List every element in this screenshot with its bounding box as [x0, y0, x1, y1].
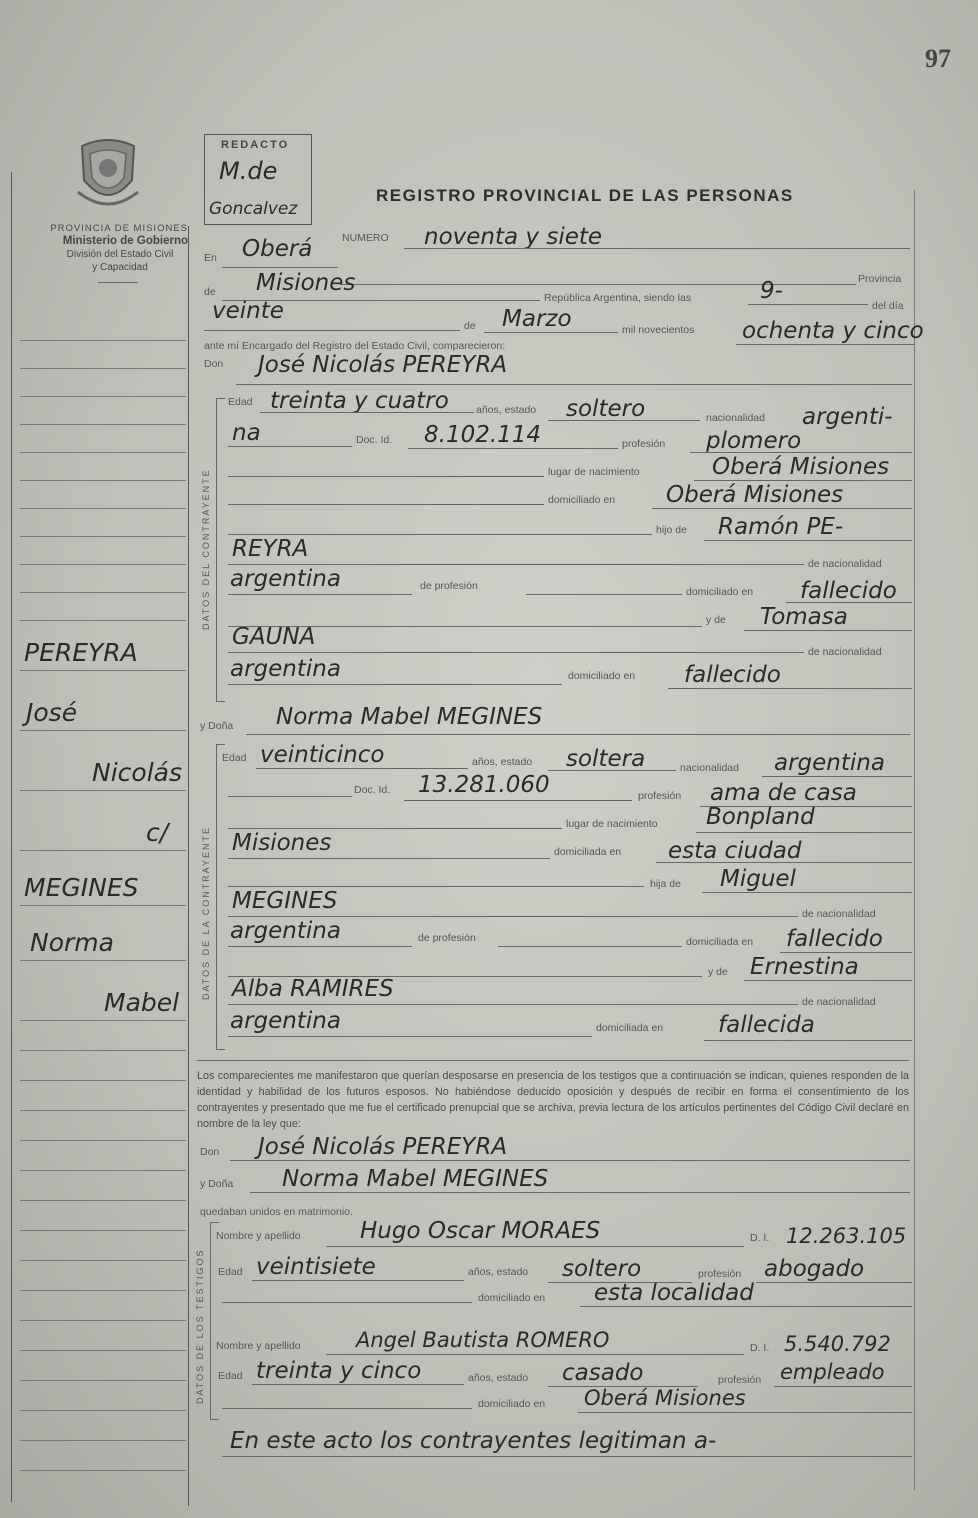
margin-line	[20, 536, 186, 537]
field-anio: ochenta y cinco	[742, 318, 924, 344]
section-bracket	[210, 1222, 219, 1420]
field-domicilio: Oberá Misiones	[666, 482, 844, 508]
label-y-dona: y Doña	[200, 720, 234, 732]
rule	[204, 330, 460, 331]
rule	[498, 946, 682, 947]
rule	[222, 1456, 912, 1457]
field-testigo1-profesion: abogado	[764, 1256, 865, 1282]
margin-line	[20, 1380, 186, 1381]
field-declaracion-don: José Nicolás PEREYRA	[258, 1134, 508, 1160]
field-doc: 8.102.114	[424, 422, 542, 448]
margin-line	[20, 1410, 186, 1411]
margin-line	[20, 480, 186, 481]
label-don: Don	[204, 358, 224, 370]
margin-note: MEGINES	[24, 873, 139, 902]
section-bracket	[216, 744, 225, 1050]
margin-line	[20, 790, 186, 791]
right-rule	[914, 190, 915, 1490]
redacto-label: REDACTO	[221, 139, 290, 151]
rule	[326, 1246, 744, 1247]
label-de-profesion-f: de profesión	[418, 932, 476, 944]
margin-rule	[188, 226, 189, 1506]
rule	[222, 267, 338, 268]
label-republica: República Argentina, siendo las	[544, 292, 692, 304]
label-de-nacionalidad-f: de nacionalidad	[802, 908, 876, 920]
rule	[762, 776, 912, 777]
field-testigo1-domicilio: esta localidad	[594, 1280, 754, 1306]
margin-line	[20, 1290, 186, 1291]
rule	[256, 768, 468, 769]
label-domiciliado-padre: domiciliado en	[686, 586, 754, 598]
field-madre-f: Ernestina	[750, 954, 859, 980]
field-testigo1-nombre: Hugo Oscar MORAES	[360, 1218, 601, 1244]
margin-line	[20, 1260, 186, 1261]
rule	[404, 248, 910, 249]
label-lugar-nac: lugar de nacimiento	[548, 466, 640, 478]
rule	[326, 1354, 744, 1355]
label-en: En	[204, 252, 217, 264]
field-testigo2-profesion: empleado	[780, 1360, 885, 1384]
label-di-t1: D. I.	[750, 1232, 770, 1244]
rule	[228, 1036, 592, 1037]
rule	[756, 1282, 912, 1283]
issuing-office	[16, 222, 188, 283]
margin-line	[20, 1230, 186, 1231]
margin-line	[20, 850, 186, 851]
coat-of-arms-icon	[72, 132, 144, 212]
label-nacionalidad-f: nacionalidad	[680, 762, 739, 774]
rule	[197, 1060, 909, 1061]
rule	[222, 1408, 472, 1409]
margin-line	[20, 1080, 186, 1081]
field-edad: treinta y cuatro	[270, 388, 449, 414]
field-profesion-f: ama de casa	[710, 780, 857, 806]
rule	[656, 862, 912, 863]
label-profesion: profesión	[622, 438, 666, 450]
label-lugar-nac-f: lugar de nacimiento	[566, 818, 658, 830]
margin-line	[20, 340, 186, 341]
rule	[704, 1040, 912, 1041]
margin-line	[20, 960, 186, 961]
rule	[228, 504, 544, 505]
label-numero: NUMERO	[342, 232, 389, 244]
field-testigo2-estado: casado	[562, 1360, 644, 1386]
field-provincia: Misiones	[256, 270, 356, 296]
redacto-value: M.de	[219, 157, 278, 185]
label-hija-de: hija de	[650, 878, 681, 890]
label-quedaban: quedaban unidos en matrimonio.	[200, 1206, 353, 1218]
rule	[736, 344, 914, 345]
rule	[250, 1192, 910, 1193]
label-ante: ante mí Encargado del Registro del Estado Civil, comparecieron:	[204, 340, 506, 352]
rule	[228, 1004, 798, 1005]
label-don-decl: Don	[200, 1146, 220, 1158]
field-padre-nac: argentina	[230, 566, 341, 592]
rule	[578, 1412, 912, 1413]
field-lugar: Oberá	[242, 236, 313, 262]
label-domiciliado: domiciliado en	[548, 494, 616, 506]
field-dia: veinte	[212, 298, 284, 324]
margin-line	[20, 1170, 186, 1171]
label-edad-t2: Edad	[218, 1370, 243, 1382]
field-contrayente-f-nombre: Norma Mabel MEGINES	[276, 704, 543, 730]
field-testigo2-nombre: Angel Bautista ROMERO	[356, 1328, 610, 1352]
margin-line	[20, 1440, 186, 1441]
field-lugar-nac-f: Bonpland	[706, 804, 815, 830]
label-de: de	[204, 286, 216, 298]
label-de-nacionalidad: de nacionalidad	[808, 558, 882, 570]
field-nacionalidad-f: argentina	[774, 750, 885, 776]
margin-line	[20, 396, 186, 397]
field-madre-f-dom: fallecida	[718, 1012, 815, 1038]
label-domiciliada-padre: domiciliada en	[686, 936, 754, 948]
label-de-profesion: de profesión	[420, 580, 478, 592]
rule	[744, 980, 912, 981]
section-label-contrayente-f: DATOS DE LA CONTRAYENTE	[201, 825, 211, 1000]
field-testigo1-estado: soltero	[562, 1256, 642, 1282]
field-domicilio-f: esta ciudad	[668, 838, 802, 864]
rule	[228, 594, 412, 595]
rule	[246, 734, 910, 735]
field-testigo1-edad: veintisiete	[256, 1254, 376, 1280]
field-hora: 9-	[760, 278, 783, 304]
label-doc-f: Doc. Id.	[354, 784, 391, 796]
rule	[228, 946, 412, 947]
rule	[252, 1384, 464, 1385]
margin-line	[20, 452, 186, 453]
label-domiciliado-t1: domiciliado en	[478, 1292, 546, 1304]
rule	[222, 1302, 472, 1303]
field-testigo1-di: 12.263.105	[786, 1224, 907, 1248]
label-domiciliado-madre: domiciliado en	[568, 670, 636, 682]
margin-line	[20, 670, 186, 671]
rule	[228, 828, 562, 829]
label-y-de-f: y de	[708, 966, 728, 978]
label-del-dia: del día	[872, 300, 904, 312]
margin-note: Nicolás	[92, 758, 182, 787]
rule	[696, 832, 912, 833]
rule	[228, 446, 352, 447]
rule	[228, 858, 550, 859]
label-mil: mil novecientos	[622, 324, 695, 336]
rule	[228, 916, 798, 917]
field-profesion: plomero	[706, 428, 802, 454]
margin-note: Norma	[30, 928, 114, 957]
field-numero: noventa y siete	[424, 224, 603, 250]
rule	[408, 448, 618, 449]
field-madre-f-nac: argentina	[230, 1008, 341, 1034]
field-mes: Marzo	[502, 306, 572, 332]
rule	[744, 630, 912, 631]
field-estado-f: soltera	[566, 746, 646, 772]
label-de-nacionalidad-f-2: de nacionalidad	[802, 996, 876, 1008]
field-padre-f: Miguel	[720, 866, 796, 892]
rule	[780, 952, 912, 953]
label-y-dona-decl: y Doña	[200, 1178, 234, 1190]
margin-line	[20, 1140, 186, 1141]
rule	[694, 480, 912, 481]
field-madre-dom: fallecido	[684, 662, 781, 688]
margin-line	[20, 1110, 186, 1111]
margin-line	[20, 1020, 186, 1021]
rule	[704, 540, 912, 541]
field-contrayente-nombre: José Nicolás PEREYRA	[258, 352, 508, 378]
field-testigo2-domicilio: Oberá Misiones	[584, 1386, 746, 1410]
label-domiciliado-t2: domiciliado en	[478, 1398, 546, 1410]
division-label: División del Estado Civil	[66, 249, 174, 260]
field-padre-f-dom: fallecido	[786, 926, 883, 952]
margin-line	[20, 368, 186, 369]
section-label-testigos: DATOS DE LOS TESTIGOS	[195, 1248, 205, 1404]
label-domiciliada: domiciliada en	[554, 846, 622, 858]
label-provincia: Provincia	[858, 273, 902, 285]
rule	[702, 892, 912, 893]
field-testigo2-edad: treinta y cinco	[256, 1358, 422, 1384]
margin-note: c/	[146, 818, 169, 847]
field-nacionalidad-2: na	[232, 420, 261, 446]
margin-line	[20, 1350, 186, 1351]
label-hijo-de: hijo de	[656, 524, 687, 536]
rule	[236, 384, 912, 385]
margin-line	[20, 1200, 186, 1201]
label-profesion-t1: profesión	[698, 1268, 742, 1280]
province-label: PROVINCIA DE MISIONES	[50, 223, 188, 234]
margin-line	[20, 730, 186, 731]
field-madre: Tomasa	[760, 604, 848, 630]
label-anios-estado-t2: años, estado	[468, 1372, 529, 1384]
division-label-2: y Capacidad	[92, 262, 148, 273]
rule	[774, 1386, 912, 1387]
label-nacionalidad: nacionalidad	[706, 412, 765, 424]
field-madre-f-2: Alba RAMIRES	[232, 976, 394, 1002]
ministry-label: Ministerio de Gobierno	[62, 235, 188, 247]
rule	[690, 452, 912, 453]
redacto-box	[204, 134, 312, 225]
label-doc: Doc. Id.	[356, 434, 393, 446]
margin-note: Mabel	[104, 988, 180, 1017]
rule	[580, 1306, 912, 1307]
rule	[404, 800, 632, 801]
margin-line	[20, 564, 186, 565]
label-de-nacionalidad-2: de nacionalidad	[808, 646, 882, 658]
rule	[228, 652, 804, 653]
rule	[548, 770, 676, 771]
margin-line	[20, 905, 186, 906]
rule	[548, 420, 700, 421]
label-anios-estado: años, estado	[476, 404, 537, 416]
field-testigo2-di: 5.540.792	[784, 1332, 891, 1356]
margin-line	[20, 1050, 186, 1051]
label-nombre-t1: Nombre y apellido	[216, 1230, 301, 1242]
field-nacionalidad: argenti-	[802, 404, 893, 430]
field-declaracion-dona: Norma Mabel MEGINES	[282, 1166, 549, 1192]
rule	[228, 476, 544, 477]
margin-line	[20, 592, 186, 593]
page-number: 97	[925, 44, 951, 73]
label-anios-estado-t1: años, estado	[468, 1266, 529, 1278]
field-doc-f: 13.281.060	[418, 772, 550, 798]
label-y-de: y de	[706, 614, 726, 626]
rule	[668, 688, 912, 689]
field-padre-2: REYRA	[232, 536, 309, 562]
rule	[748, 304, 868, 305]
rule	[484, 332, 618, 333]
field-padre-dom: fallecido	[800, 578, 897, 604]
final-line: En este acto los contrayentes legitiman a-	[230, 1428, 717, 1454]
margin-note: José	[26, 698, 78, 727]
label-edad-f: Edad	[222, 752, 247, 764]
declaration-paragraph: Los comparecientes me manifestaron que querían desposarse en presencia de los testigos que a continuación se indican, quienes responden de la identidad y habilidad de los futuros esposos. No habiéndose deducido oposición y después de recibir en forma el consentimiento de los contrayentes y presentado que me fue el certificado prenupcial que se archiva, previa lectura de los artículos pertinentes del Código Civil declaré en nombre de la ley que:	[197, 1070, 909, 1130]
margin-line	[20, 1320, 186, 1321]
rule	[228, 796, 352, 797]
field-madre-2: GAUNA	[232, 624, 316, 650]
margin-rule	[11, 172, 12, 1502]
field-madre-nac: argentina	[230, 656, 341, 682]
margin-line	[20, 424, 186, 425]
field-lugar-nac: Oberá Misiones	[712, 454, 890, 480]
field-lugar-nac-f-2: Misiones	[232, 830, 332, 856]
rule	[252, 1280, 464, 1281]
rule	[526, 594, 682, 595]
label-nombre-t2: Nombre y apellido	[216, 1340, 301, 1352]
rule	[228, 564, 804, 565]
field-estado: soltero	[566, 396, 646, 422]
rule	[228, 534, 652, 535]
document-title: REGISTRO PROVINCIAL DE LAS PERSONAS	[376, 186, 794, 205]
field-padre: Ramón PE-	[718, 514, 844, 540]
rule	[228, 684, 562, 685]
label-di-t2: D. I.	[750, 1342, 770, 1354]
label-profesion-f: profesión	[638, 790, 682, 802]
label-de-mes: de	[464, 320, 476, 332]
label-domiciliada-madre: domiciliada en	[596, 1022, 664, 1034]
margin-line	[20, 620, 186, 621]
margin-note: PEREYRA	[24, 638, 138, 667]
redacto-value-2: Goncalvez	[209, 199, 298, 219]
section-label-contrayente: DATOS DEL CONTRAYENTE	[201, 468, 211, 630]
rule	[228, 886, 644, 887]
label-edad: Edad	[228, 396, 253, 408]
margin-line	[20, 508, 186, 509]
field-padre-f-2: MEGINES	[232, 888, 338, 914]
section-bracket	[216, 398, 225, 702]
rule	[652, 508, 912, 509]
label-edad-t1: Edad	[218, 1266, 243, 1278]
label-profesion-t2: profesión	[718, 1374, 762, 1386]
rule	[786, 602, 912, 603]
label-anios-estado-f: años, estado	[472, 756, 533, 768]
field-edad-f: veinticinco	[260, 742, 385, 768]
rule	[230, 1160, 910, 1161]
rule	[260, 412, 474, 413]
margin-line	[20, 1470, 186, 1471]
field-padre-f-nac: argentina	[230, 918, 341, 944]
